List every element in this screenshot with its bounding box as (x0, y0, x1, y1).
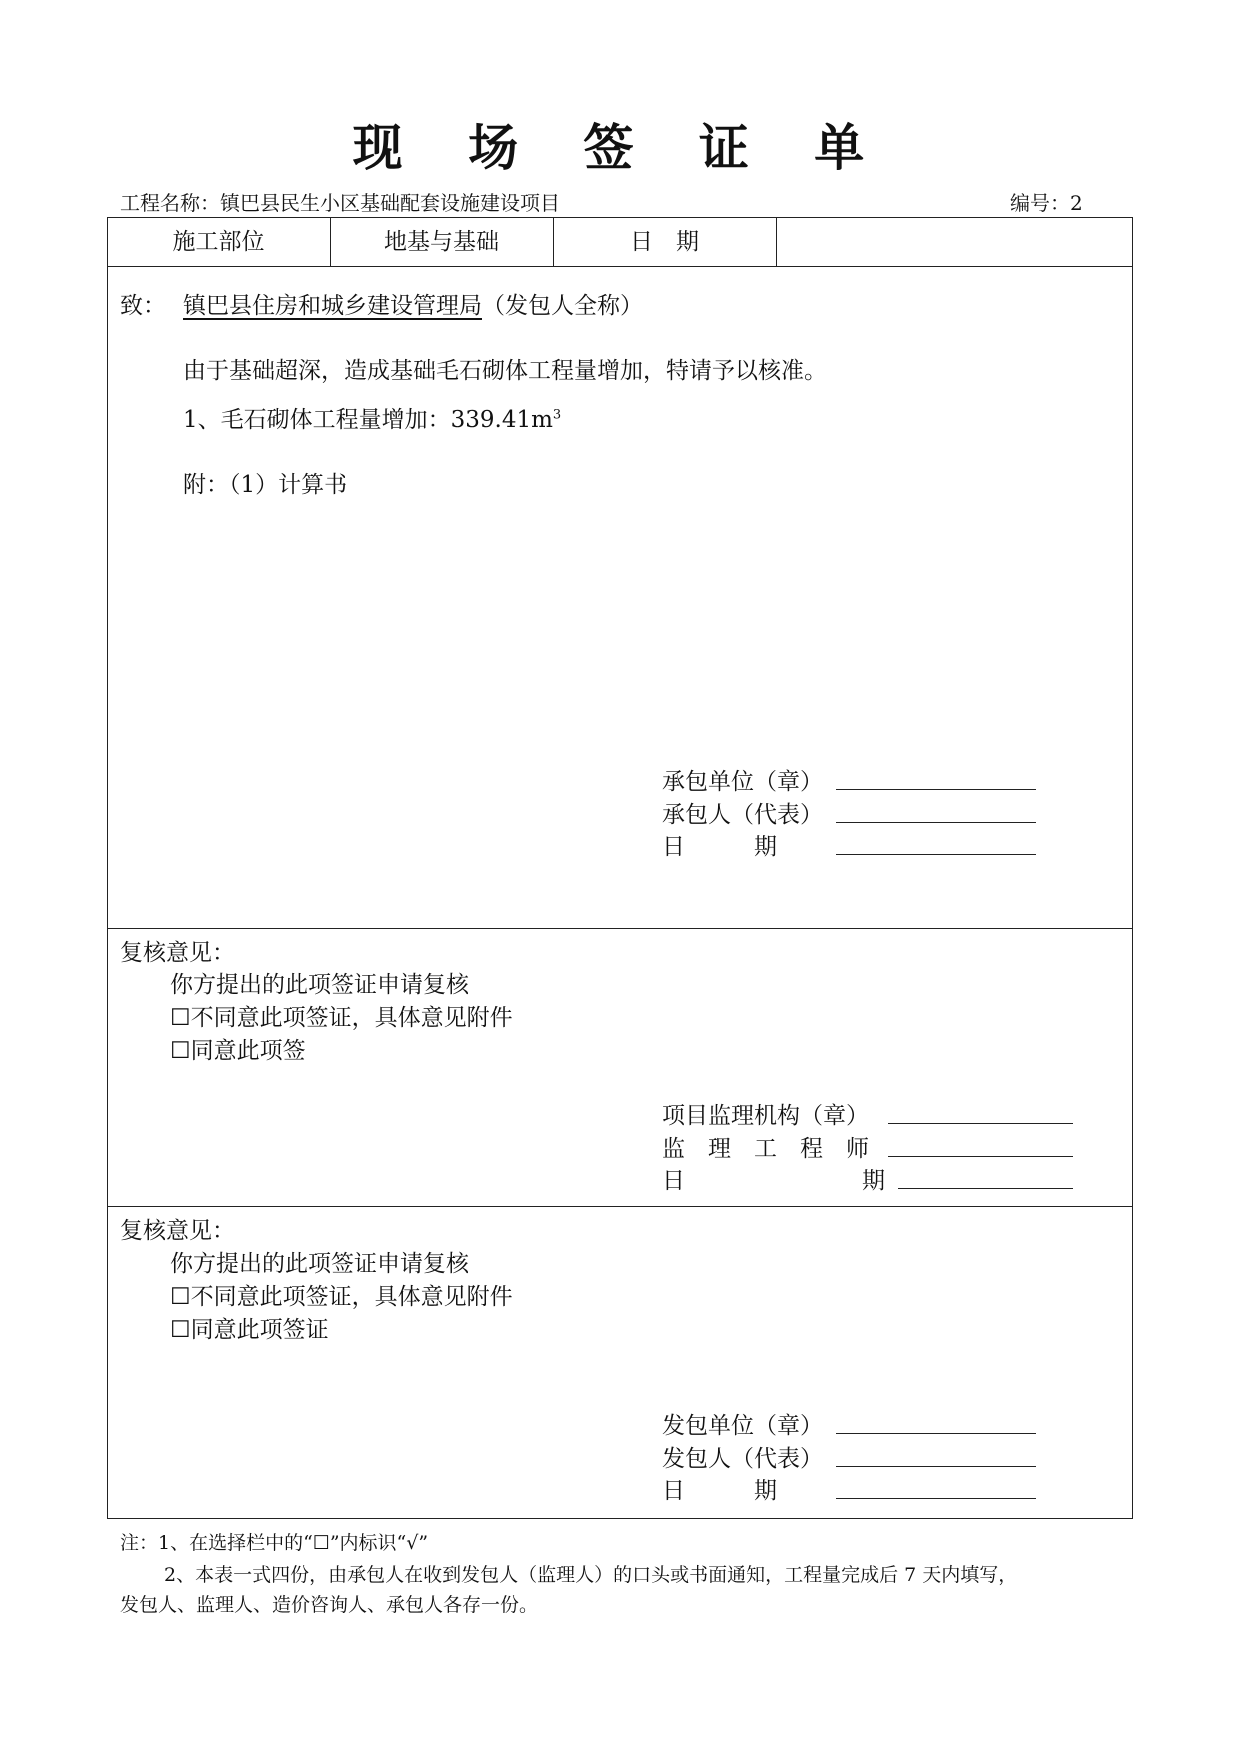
review-2-disagree-option[interactable]: ☐不同意此项签证，具体意见附件 (170, 1284, 513, 1310)
supervisor-org-label: 项目监理机构（章） (662, 1103, 869, 1129)
contractor-date-label: 日 期 (662, 834, 777, 860)
review-2-statement: 你方提出的此项签证申请复核 (170, 1251, 469, 1277)
item-1-text: 1、毛石砌体工程量增加：339.41m (183, 407, 553, 433)
review-label-1: 复核意见： (120, 940, 235, 966)
to-label: 致： (120, 293, 166, 319)
owner-rep-signature-line[interactable] (836, 1466, 1036, 1467)
date-label: 日 期 (630, 229, 699, 255)
review-1-agree-option[interactable]: ☐同意此项签 (170, 1038, 306, 1064)
attachment: 附：（1）计算书 (183, 472, 348, 498)
item-1 (183, 401, 561, 434)
review-1-statement: 你方提出的此项签证申请复核 (170, 972, 469, 998)
owner-rep-label: 发包人（代表） (662, 1446, 823, 1472)
item-1-unit-sup: 3 (552, 407, 562, 423)
recipient-line (183, 287, 643, 320)
owner-unit-label: 发包单位（章） (662, 1413, 823, 1439)
date-value[interactable] (776, 217, 1133, 267)
review-1-disagree-option[interactable]: ☐不同意此项签证，具体意见附件 (170, 1005, 513, 1031)
section2-divider (107, 1206, 1133, 1207)
project-name: 工程名称：镇巴县民生小区基础配套设施建设项目 (120, 191, 560, 215)
serial-number: 编号：2 (1010, 191, 1083, 215)
construction-part-value: 地基与基础 (384, 229, 499, 255)
contractor-unit-signature-line[interactable] (836, 789, 1036, 790)
owner-unit-signature-line[interactable] (836, 1433, 1036, 1434)
note-3: 发包人、监理人、造价咨询人、承包人各存一份。 (120, 1594, 539, 1616)
supervisor-engineer-signature-line[interactable] (888, 1156, 1073, 1157)
recipient-suffix: （发包人全称） (482, 293, 643, 319)
supervisor-date-label-a: 日 (662, 1168, 685, 1194)
supervisor-date-line[interactable] (898, 1188, 1073, 1189)
review-2-agree-option[interactable]: ☐同意此项签证 (170, 1317, 329, 1343)
owner-date-label: 日 期 (662, 1478, 777, 1504)
note-2: 2、本表一式四份，由承包人在收到发包人（监理人）的口头或书面通知，工程量完成后 7 天内填写， (164, 1564, 1018, 1586)
note-1: 注：1、在选择栏中的“☐”内标识“√” (120, 1532, 429, 1554)
supervisor-engineer-label: 监 理 工 程 师 (662, 1136, 869, 1162)
request-reason: 由于基础超深，造成基础毛石砌体工程量增加，特请予以核准。 (183, 358, 827, 384)
contractor-unit-label: 承包单位（章） (662, 769, 823, 795)
owner-date-line[interactable] (836, 1498, 1036, 1499)
contractor-date-line[interactable] (836, 854, 1036, 855)
page-title: 现 场 签 证 单 (352, 118, 889, 177)
construction-part-label: 施工部位 (172, 229, 265, 255)
supervisor-org-signature-line[interactable] (888, 1123, 1073, 1124)
contractor-rep-label: 承包人（代表） (662, 802, 823, 828)
recipient-name: 镇巴县住房和城乡建设管理局 (183, 293, 482, 319)
section1-divider (107, 928, 1133, 929)
supervisor-date-label-b: 期 (862, 1168, 885, 1194)
contractor-rep-signature-line[interactable] (836, 822, 1036, 823)
review-label-2: 复核意见： (120, 1218, 235, 1244)
